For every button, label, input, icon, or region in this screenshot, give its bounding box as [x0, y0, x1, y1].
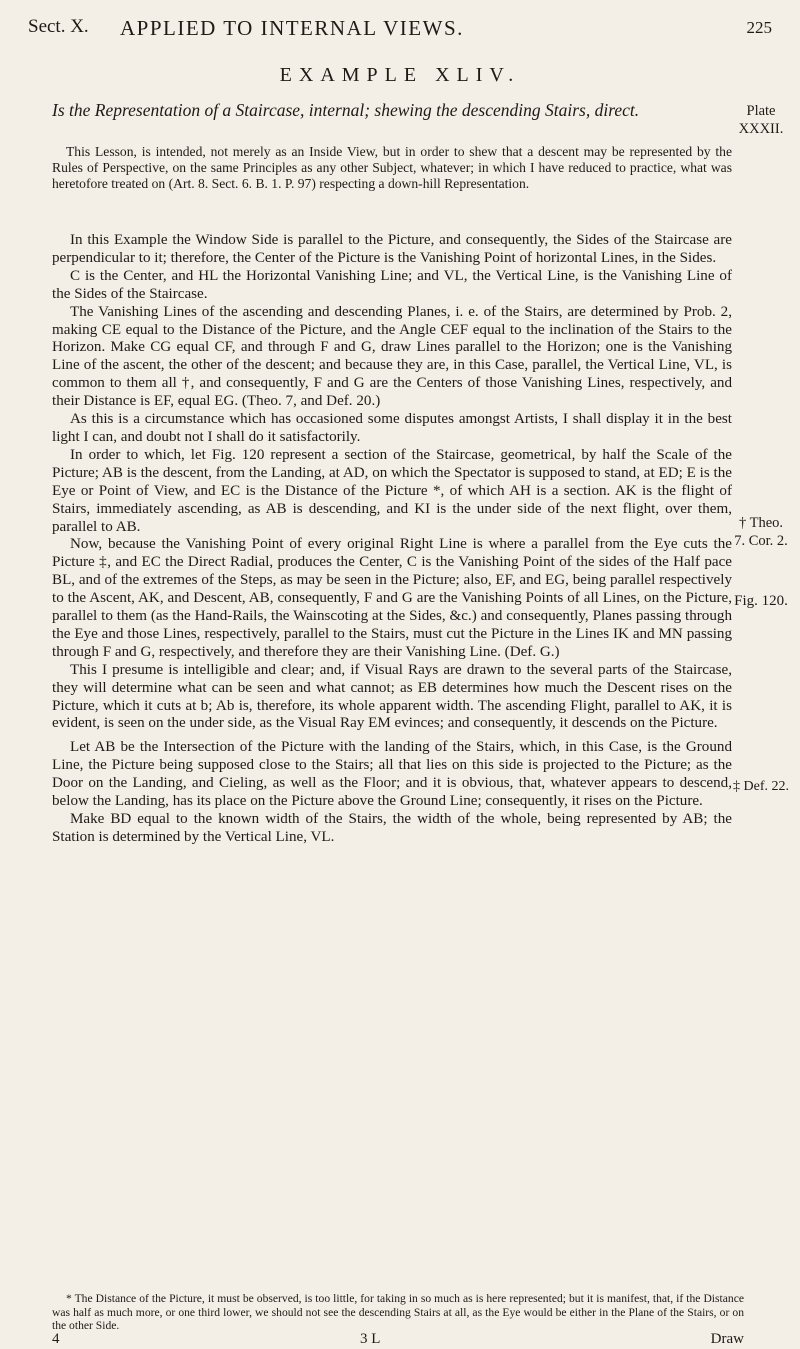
catchword: Draw: [710, 1331, 744, 1347]
paragraph: As this is a circumstance which has occasioned some disputes amongst Artists, I shall display it in the best light I can, and doubt not I shall do it satisfactorily.: [52, 411, 732, 445]
gathering-mark: 3 L: [360, 1331, 381, 1347]
section-label: Sect. X.: [28, 16, 89, 37]
footnote: * The Distance of the Picture, it must be observed, is too little, for taking in so much as is here represented; but it is manifest, that, if the Distance was half as much more, or one third lower, we should not see the descending Stairs at all, as the Eye would be either in the Plane of the Stairs, or on the other Side.: [52, 1292, 744, 1333]
example-subtitle: Is the Representation of a Staircase, internal; shewing the descending Stairs, direct.: [52, 100, 640, 120]
running-title: APPLIED TO INTERNAL VIEWS.: [120, 16, 464, 40]
paragraph: Now, because the Vanishing Point of every original Right Line is where a parallel from the Eye cuts the Picture ‡, and EC the Direct Radial, produces the Center, C is the Vanishing Point of the sides of the Half pace BL, and of the extremes of the Steps, as may be seen in the Picture; also, EF, and EG, being parallel respectively to the Ascent, AK, and Descent, AB, consequently, F and G are the Vanishing Points of all Lines, on the Picture, parallel to them (as the Hand-Rails, the Wainscoting at the Sides, &c.) and consequently, Planes passing through the Eye and those Lines, respectively, parallel to the Stairs, must cut the Picture in the Lines IK and MN passing through F and G, respectively, and therefore they are their Vanishing Line. (Def. G.): [52, 536, 732, 660]
margin-note-def: ‡ Def. 22.: [733, 779, 789, 794]
paragraph: The Vanishing Lines of the ascending and descending Planes, i. e. of the Stairs, are determined by Prob. 2, making CE equal to the Distance of the Picture, and the Angle CEF equal to the inclination of the Stairs to the Horizon. Make CG equal CF, and through F and G, draw Lines parallel to the Horizon; one is the Vanishing Line of the ascent, the other of the descent; and because they are, in this Case, parallel, the Vertical Line, VL, is common to them all †, and consequently, F and G are the Centers of those Vanishing Lines, respectively, and their Distance is EF, equal EG. (Theo. 7, and Def. 20.): [52, 303, 732, 410]
paragraph: In order to which, let Fig. 120 represent a section of the Staircase, geometrical, by half the Scale of the Picture; AB is the descent, from the Landing, at AD, on which the Spectator is supposed to stand, at ED; E is the Eye or Point of View, and EC is the Distance of the Picture *, of which AH is a section. AK is the flight of Stairs, immediately ascending, as AB is descending, and KI is the under side of the next flight, over them, parallel to AB.: [52, 446, 732, 535]
signature-mark: 4: [52, 1331, 60, 1347]
paragraph: C is the Center, and HL the Horizontal Vanishing Line; and VL, the Vertical Line, is the Vanishing Line of the Sides of the Staircase.: [52, 267, 732, 302]
margin-note-plate: Plate XXXII.: [738, 103, 784, 137]
example-heading: EXAMPLE XLIV.: [279, 64, 521, 86]
paragraph: In this Example the Window Side is parallel to the Picture, and consequently, the Sides of the Staircase are perpendicular to it; therefore, the Center of the Picture is the Vanishing Point of horizontal Lines, in the Sides.: [52, 232, 732, 266]
page-number: 225: [746, 18, 772, 37]
body-text: [52, 232, 732, 847]
intro-paragraph: This Lesson, is intended, not merely as an Inside View, but in order to shew that a descent may be represented by the Rules of Perspective, on the same Principles as any other Subject, whatever; in which I have reduced to practice, what was heretofore treated on (Art. 8. Sect. 6. B. 1. P. 97) respecting a down-hill Representation.: [52, 144, 732, 191]
margin-note-fig: Fig. 120.: [734, 593, 788, 609]
margin-note-theo: † Theo. 7. Cor. 2.: [734, 515, 788, 549]
paragraph: Let AB be the Intersection of the Picture with the landing of the Stairs, which, in this Case, is the Ground Line, the Picture being supposed close to the Stairs; all that lies on this side is projected to the Picture; as the Door on the Landing, and Cieling, as well as the Floor; and it is obvious, that, whatever appears to descend, below the Landing, has its place on the Picture above the Ground Line; consequently, it rises on the Picture.: [52, 739, 732, 810]
paragraph: Make BD equal to the known width of the Stairs, the width of the whole, being represented by AB; the Station is determined by the Vertical Line, VL.: [52, 811, 732, 845]
paragraph: This I presume is intelligible and clear; and, if Visual Rays are drawn to the several parts of the Staircase, they will determine what can be seen and what cannot; as EB determines how much the Descent rises on the Picture, which it cuts at b; Ab is, therefore, its whole apparent width. The ascending Flight, parallel to AK, it is evident, is seen on the under side, as the Visual Ray EM evinces; and consequently, it descends on the Picture.: [52, 661, 732, 732]
running-header: [28, 10, 772, 44]
